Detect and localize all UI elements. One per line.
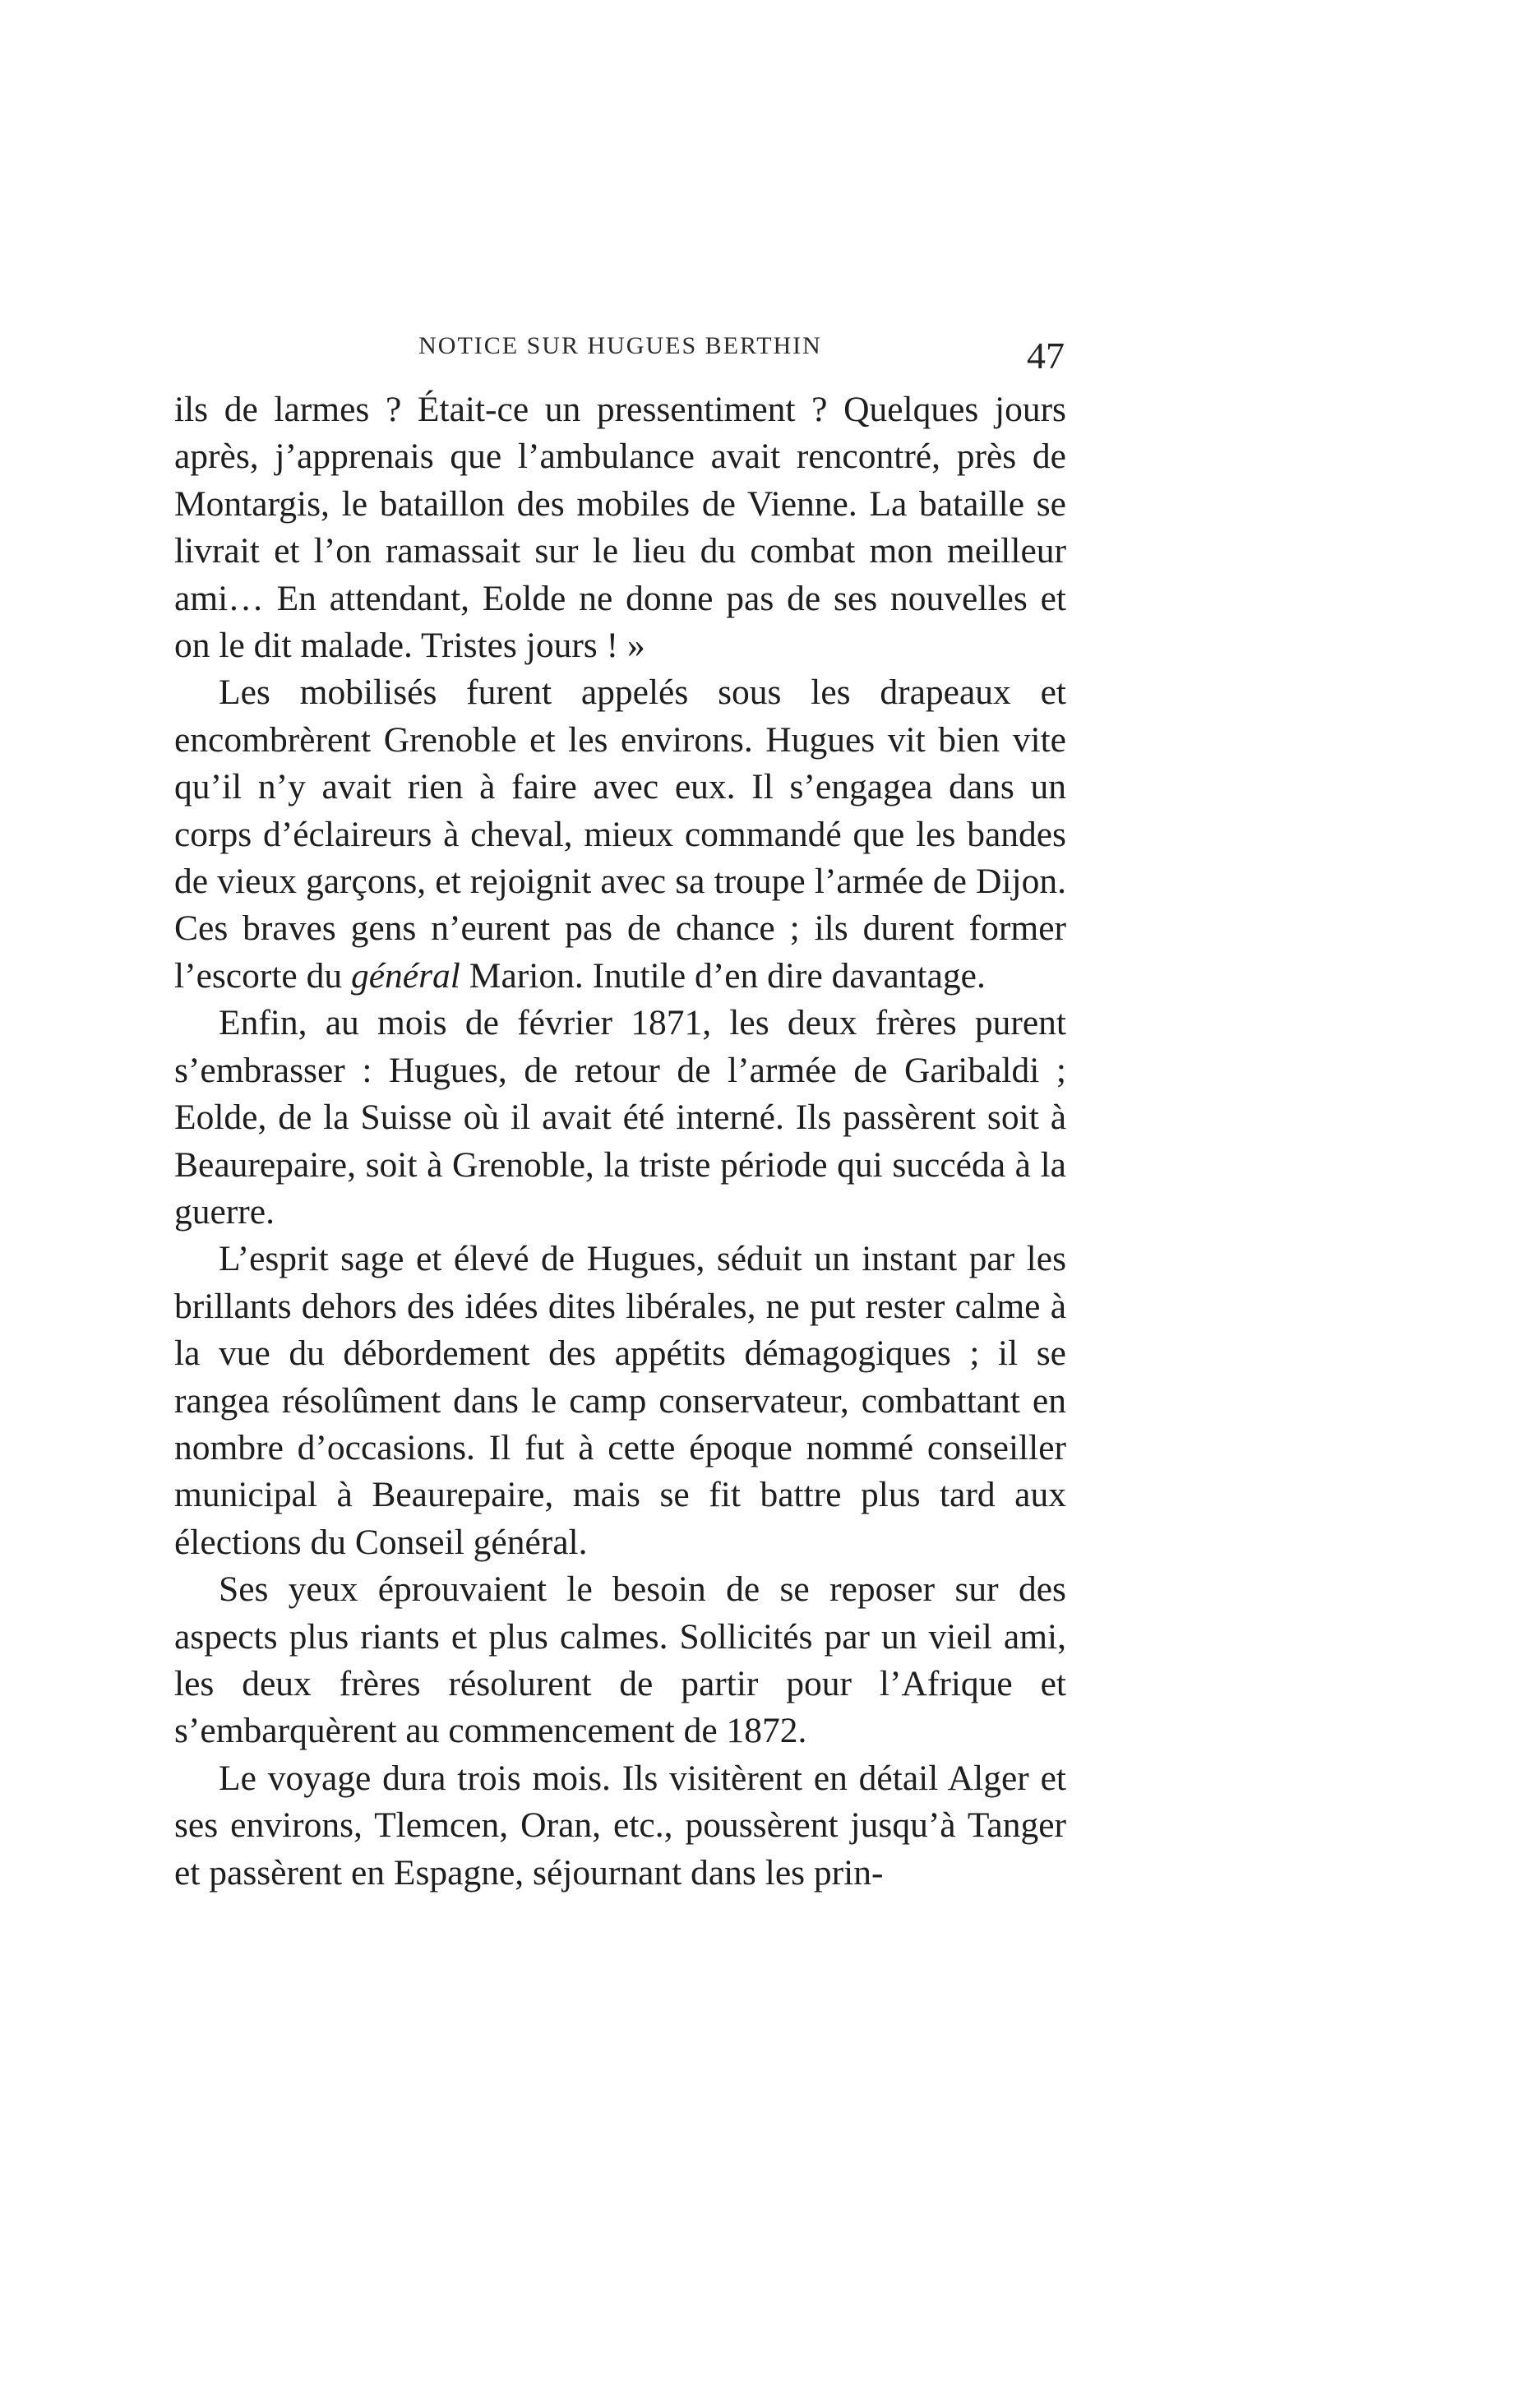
- paragraph-5: Ses yeux éprouvaient le besoin de se reposer sur des aspects plus riants et plus calmes. Sollicités par un vieil ami, les deux frères résolurent de partir pour l’Afrique et s’embarquèrent au commencement de 1872.: [174, 1569, 1066, 1751]
- paragraph-6: Le voyage dura trois mois. Ils visitèrent en détail Alger et ses environs, Tlemcen, Oran, etc., poussèrent jusqu’à Tanger et passèrent en Espagne, séjournant dans les prin-: [174, 1758, 1066, 1893]
- running-head: [174, 327, 1066, 377]
- running-title: NOTICE SUR HUGUES BERTHIN: [418, 332, 822, 359]
- paragraph-3: Enfin, au mois de février 1871, les deux frères purent s’embrasser : Hugues, de retour de l’armée de Garibaldi ; Eolde, de la Suisse où il avait été interné. Ils passèrent soit à Beaurepaire, soit à Grenoble, la triste période qui succéda à la guerre.: [174, 1003, 1066, 1232]
- body-text: [174, 386, 1066, 1897]
- paragraph-2-text-end: Marion. Inutile d’en dire davantage.: [460, 955, 986, 996]
- page-number: 47: [1027, 335, 1065, 377]
- paragraph-4: L’esprit sage et élevé de Hugues, séduit un instant par les brillants dehors des idées dites libérales, ne put rester calme à la vue du débordement des appétits démagogiques ; il se rangea résolûment dans le camp conservateur, combattant en nombre d’occasions. Il fut à cette époque nommé conseiller municipal à Beaurepaire, mais se fit battre plus tard aux élections du Conseil général.: [174, 1239, 1066, 1562]
- paragraph-2: [174, 669, 1066, 1000]
- italic-word: général: [351, 955, 460, 996]
- paragraph-2-text: Les mobilisés furent appelés sous les drapeaux et encombrèrent Grenoble et les environs. Hugues vit bien vite qu’il n’y avait rien à faire avec eux. Il s’engagea dans un corps d’éclaireurs à cheval, mieux commandé que les bandes de vieux garçons, et rejoignit avec sa troupe l’armée de Dijon. Ces braves gens n’eurent pas de chance ; ils durent former l’escorte du: [174, 672, 1066, 996]
- paragraph-1: ils de larmes ? Était-ce un pressentiment ? Quelques jours après, j’apprenais que l’ambulance avait rencontré, près de Montargis, le bataillon des mobiles de Vienne. La bataille se livrait et l’on ramassait sur le lieu du combat mon meilleur ami… En attendant, Eolde ne donne pas de ses nouvelles et on le dit malade. Tristes jours ! »: [174, 390, 1066, 666]
